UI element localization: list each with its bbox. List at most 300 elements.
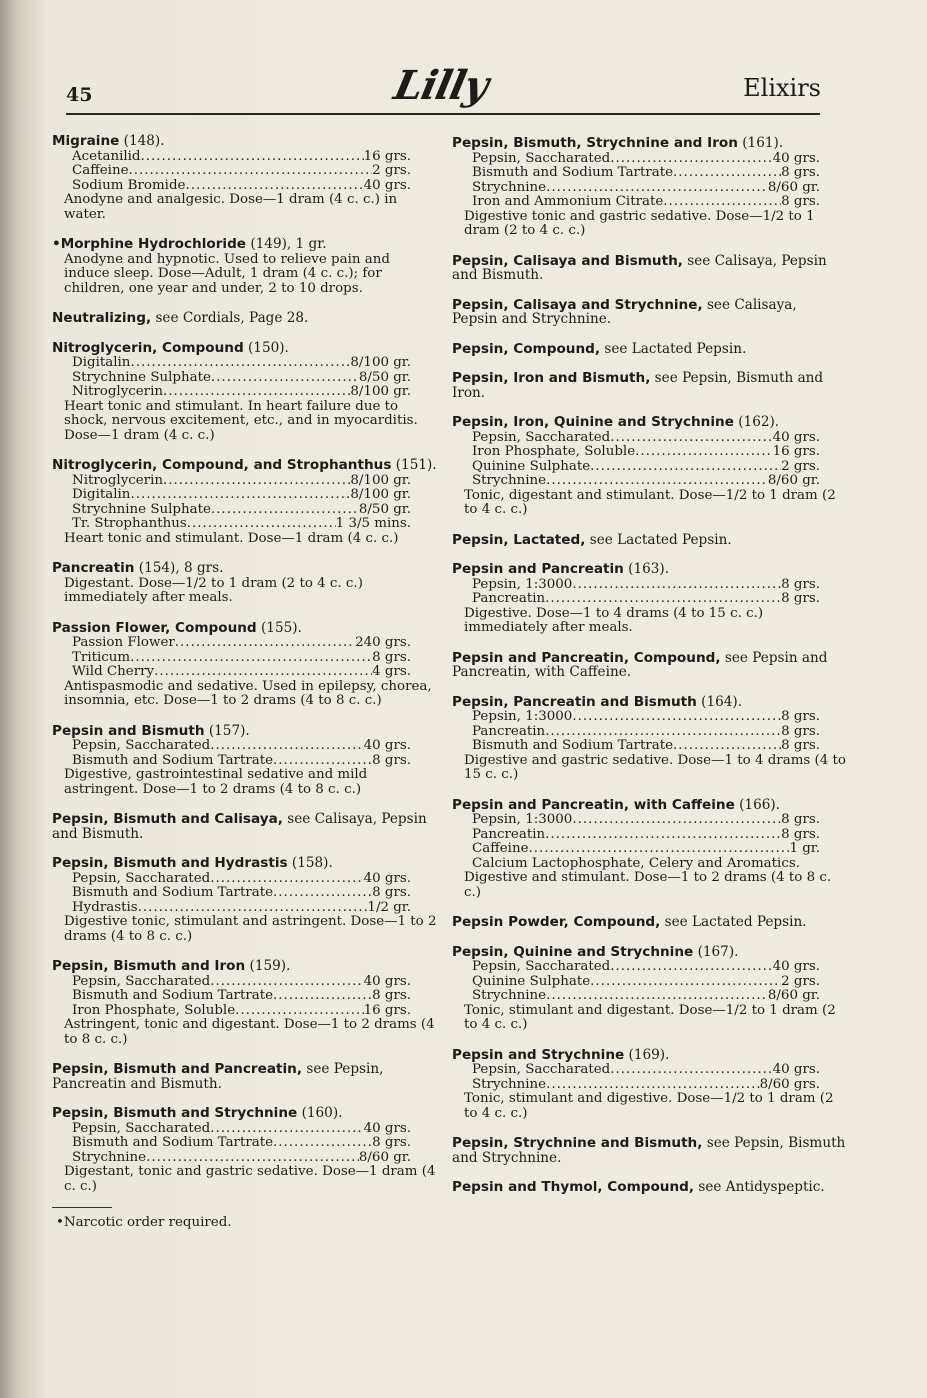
entry-reference: (149), 1 gr. [246, 236, 327, 252]
usage-note: Digestive and stimulant. Dose—1 to 2 drams (4 to 8 c. c.) [464, 870, 832, 900]
entry-reference: (159). [245, 958, 291, 974]
lilly-logo: Lilly [390, 62, 492, 109]
leader-dots [210, 739, 363, 754]
ingredient-row [452, 578, 846, 593]
ingredient-name: Strychnine [472, 988, 547, 1003]
ingredient-dose: 8/60 gr. [767, 179, 820, 195]
ingredient-name: Iron Phosphate, Soluble [472, 444, 636, 459]
formula-entry [452, 342, 846, 357]
ingredient-name: Strychnine [472, 179, 547, 195]
ingredient-row [452, 739, 846, 754]
leader-dots [187, 517, 336, 532]
entry-title [452, 651, 846, 680]
leader-dots [273, 989, 372, 1004]
ingredient-row [452, 166, 846, 181]
entry-reference: (150). [243, 339, 289, 356]
ingredient-extra: Calcium Lactophosphate, Celery and Aromatics. [472, 855, 800, 871]
entry-title [452, 415, 846, 430]
ingredient-name: Caffeine [72, 163, 129, 178]
entry-reference: see Antidyspeptic. [694, 1179, 825, 1195]
ingredient-dose: 8 grs. [781, 591, 820, 606]
formula-entry [452, 533, 846, 548]
ingredient-dose: 8 grs. [372, 988, 411, 1003]
ingredient-dose: 40 grs. [772, 150, 820, 166]
ingredient-row [52, 1136, 437, 1151]
leader-dots [546, 181, 768, 196]
leader-dots [273, 1136, 372, 1151]
ingredient-dose: 1/2 gr. [367, 899, 411, 915]
entry-title [52, 959, 437, 974]
leader-dots [529, 842, 790, 857]
entry-title [52, 458, 437, 473]
usage-note: Anodyne and hypnotic. Used to relieve pain and induce sleep. Dose—Adult, 1 dram (4 c. c.); for children, one year and under, 2 to 10 drops. [64, 251, 390, 296]
ingredient-row [452, 828, 846, 843]
entry-title [452, 695, 846, 710]
ingredient-dose: 8 grs. [781, 709, 820, 724]
ingredient-name: Pepsin, Saccharated [472, 1062, 611, 1077]
entry-title [452, 915, 846, 930]
ingredient-name: Passion Flower [72, 635, 175, 650]
ingredient-row [452, 474, 846, 489]
ingredient-name: Pepsin, 1:3000 [472, 576, 573, 592]
entry-reference: (164). [696, 693, 743, 710]
entry-name: Pepsin, Bismuth and Hydrastis [52, 855, 288, 871]
ingredient-name: Pancreatin [472, 826, 546, 842]
page-header [0, 60, 927, 120]
usage-note: Antispasmodic and sedative. Used in epilepsy, chorea, insomnia, etc. Dose—1 to 2 drams (4 to 8 c. c.) [64, 678, 432, 708]
entry-title [452, 342, 846, 357]
ingredient-name: Wild Cherry [72, 664, 155, 679]
ingredient-row [52, 517, 437, 532]
ingredient-row [452, 1063, 846, 1078]
entry-title [52, 1106, 437, 1121]
ingredient-row [52, 665, 437, 680]
usage-note: Tonic, stimulant and digestant. Dose—1/2 to 1 dram (2 to 4 c. c.) [464, 1002, 836, 1032]
entry-title [452, 945, 846, 960]
ingredient-name: Iron Phosphate, Soluble [72, 1002, 236, 1018]
usage-note: Digestant, tonic and gastric sedative. Dose—1 dram (4 c. c.) [64, 1164, 436, 1194]
ingredient-row [452, 460, 846, 475]
ingredient-name: Quinine Sulphate [472, 458, 591, 474]
ingredient-dose: 2 grs. [372, 163, 411, 178]
leader-dots [610, 431, 772, 446]
formula-entry [52, 621, 437, 709]
entry-reference: see Cordials, Page 28. [151, 310, 309, 326]
formula-entry [452, 254, 846, 283]
ingredient-name: Pepsin, Saccharated [472, 959, 611, 974]
ingredient-dose: 8 grs. [781, 738, 820, 753]
entry-name: Pepsin, Pancreatin and Bismuth [452, 693, 697, 710]
ingredient-dose: 40 grs. [772, 1062, 820, 1077]
ingredient-name: Tr. Strophanthus [72, 516, 187, 531]
formula-entry [452, 136, 846, 239]
usage-note: Digestive tonic and gastric sedative. Dose—1/2 to 1 dram (2 to 4 c. c.) [464, 208, 815, 238]
ingredient-name: Strychnine Sulphate [72, 369, 211, 385]
entry-title [452, 798, 846, 813]
ingredient-name: Strychnine [472, 473, 547, 488]
formula-entry [52, 561, 437, 606]
entry-name: Pepsin, Strychnine and Bismuth, [452, 1135, 703, 1151]
ingredient-dose: 40 grs. [363, 870, 411, 886]
formula-entry [52, 237, 437, 296]
ingredient-dose: 8 grs. [781, 826, 820, 842]
entry-title [52, 856, 437, 871]
ingredient-dose: 40 grs. [363, 973, 411, 989]
entry-name: Pepsin and Pancreatin, with Caffeine [452, 796, 735, 813]
entry-title [52, 237, 437, 252]
ingredient-row [52, 872, 437, 887]
ingredient-row [452, 989, 846, 1004]
ingredient-dose: 8 grs. [781, 194, 820, 209]
formula-entry [452, 1048, 846, 1122]
entry-name: Pepsin and Thymol, Compound, [452, 1179, 695, 1195]
ingredient-name: Quinine Sulphate [472, 973, 591, 989]
ingredient-dose: 8/60 grs. [759, 1076, 820, 1092]
entry-name: Pancreatin [52, 560, 135, 576]
formula-entry [452, 915, 846, 930]
entry-name: Pepsin, Compound, [452, 340, 601, 357]
leader-dots [138, 901, 368, 916]
ingredient-dose: 8/100 gr. [350, 384, 411, 399]
ingredient-row [452, 813, 846, 828]
ingredient-name: Pepsin, Saccharated [472, 429, 611, 445]
ingredient-dose: 2 grs. [781, 458, 820, 474]
ingredient-row [52, 371, 437, 386]
section-title: Elixirs [743, 74, 821, 102]
entry-name: Pepsin, Bismuth and Strychnine [52, 1105, 298, 1121]
formula-entry [52, 856, 437, 944]
usage-note: Digestive, gastrointestinal sedative and mild astringent. Dose—1 to 2 drams (4 to 8 c. c.) [64, 767, 368, 797]
entry-reference: (158). [287, 855, 333, 871]
ingredient-row [52, 975, 437, 990]
entry-title [452, 1048, 846, 1063]
formula-entry [52, 311, 437, 326]
leader-dots [572, 578, 781, 593]
entry-title [452, 1136, 846, 1165]
ingredient-row [52, 150, 437, 165]
entry-name: Passion Flower, Compound [52, 619, 257, 636]
usage-note: Digestant. Dose—1/2 to 1 dram (2 to 4 c. c.) immediately after meals. [64, 575, 363, 605]
ingredient-dose: 1 gr. [789, 841, 820, 856]
ingredient-row [452, 710, 846, 725]
ingredient-name: Bismuth and Sodium Tartrate [72, 1135, 274, 1150]
ingredient-dose: 40 grs. [363, 738, 411, 753]
entry-reference: see Calisaya, Pepsin and Bismuth. [52, 811, 427, 842]
entry-title [52, 134, 437, 149]
ingredient-dose: 8 grs. [372, 1135, 411, 1150]
leader-dots [572, 710, 781, 725]
ingredient-row [452, 431, 846, 446]
formula-entry [452, 798, 846, 901]
leader-dots [163, 385, 350, 400]
formula-entry [52, 458, 437, 546]
entry-name: Pepsin and Bismuth [52, 722, 205, 739]
ingredient-name: Strychnine [472, 1076, 547, 1092]
entry-reference: see Calisaya, Pepsin and Strychnine. [452, 296, 797, 327]
ingredient-row [452, 1078, 846, 1093]
entry-name: Pepsin, Bismuth, Strychnine and Iron [452, 135, 738, 151]
ingredient-dose: 16 grs. [772, 444, 820, 459]
entry-reference: see Pepsin and Pancreatin, with Caffeine. [452, 649, 828, 680]
ingredient-name: Bismuth and Sodium Tartrate [72, 885, 274, 900]
ingredient-name: Digitalin [72, 355, 131, 370]
ingredient-dose: 8 grs. [781, 165, 820, 180]
entry-title [452, 562, 846, 577]
ingredient-dose: 16 grs. [363, 148, 411, 164]
ingredient-dose: 40 grs. [772, 959, 820, 974]
usage-note: Digestive. Dose—1 to 4 drams (4 to 15 c. c.) immediately after meals. [464, 605, 764, 635]
leader-dots [163, 474, 350, 489]
ingredient-row [52, 1151, 437, 1166]
ingredient-name: Pepsin, Saccharated [72, 870, 211, 886]
entry-name: Pepsin and Pancreatin, Compound, [452, 649, 721, 666]
ingredient-row [52, 356, 437, 371]
entry-reference: (163). [623, 561, 670, 577]
ingredient-dose: 8/50 gr. [358, 369, 411, 385]
formula-entry [452, 1136, 846, 1165]
ingredient-dose: 240 grs. [355, 635, 411, 650]
entry-reference: see Lactated Pepsin. [585, 531, 732, 548]
entry-title [52, 1062, 437, 1091]
ingredient-row [452, 592, 846, 607]
footnote: •Narcotic order required. [56, 1215, 232, 1230]
ingredient-name: Pepsin, 1:3000 [472, 709, 573, 724]
entry-reference: see Lactated Pepsin. [660, 914, 807, 930]
usage-note: Digestive tonic, stimulant and astringent. Dose—1 to 2 drams (4 to 8 c. c.) [64, 914, 437, 944]
leader-dots [590, 460, 781, 475]
leader-dots [210, 872, 363, 887]
leader-dots [210, 1122, 363, 1137]
ingredient-row [52, 179, 437, 194]
leader-dots [185, 179, 363, 194]
leader-dots [673, 166, 781, 181]
ingredient-dose: 40 grs. [772, 429, 820, 445]
ingredient-name: Triticum [72, 649, 131, 665]
usage-note: Heart tonic and stimulant. Dose—1 dram (4 c. c.) [64, 530, 399, 546]
ingredient-name: Pepsin, Saccharated [72, 738, 211, 753]
ingredient-dose: 8/100 gr. [350, 472, 411, 488]
entry-reference: see Pepsin, Pancreatin and Bismuth. [52, 1061, 384, 1092]
leader-dots [273, 886, 372, 901]
ingredient-name: Sodium Bromide [72, 177, 186, 193]
entry-name: Pepsin, Lactated, [452, 531, 586, 548]
formula-entry [452, 371, 846, 400]
entry-title [452, 254, 846, 283]
entry-reference: (166). [734, 796, 780, 813]
usage-note: Tonic, digestant and stimulant. Dose—1/2 to 1 dram (2 to 4 c. c.) [464, 487, 836, 517]
formula-entry [452, 415, 846, 518]
entry-title [52, 621, 437, 636]
entry-reference: see Pepsin, Bismuth and Strychnine. [452, 1135, 846, 1166]
ingredient-dose: 8/50 gr. [358, 501, 411, 517]
ingredient-row [52, 385, 437, 400]
entry-name: Pepsin, Calisaya and Strychnine, [452, 296, 703, 313]
left-column [52, 134, 437, 1231]
formula-entry [452, 562, 846, 636]
ingredient-name: Pancreatin [472, 723, 546, 739]
formula-entry [452, 695, 846, 783]
formula-entry [52, 1106, 437, 1194]
usage-note: Tonic, stimulant and digestive. Dose—1/2 to 1 dram (2 to 4 c. c.) [464, 1091, 834, 1121]
leader-dots [673, 739, 781, 754]
ingredient-row [452, 445, 846, 460]
right-column [452, 136, 846, 1210]
ingredient-dose: 8/60 gr. [767, 988, 820, 1003]
entry-name: Nitroglycerin, Compound, and Strophanthus [52, 457, 392, 473]
ingredient-name: Pepsin, 1:3000 [472, 812, 573, 827]
ingredient-name: Strychnine Sulphate [72, 501, 211, 517]
leader-dots [211, 371, 359, 386]
ingredient-dose: 8 grs. [781, 576, 820, 592]
entry-name: Pepsin Powder, Compound, [452, 914, 661, 930]
formula-entry [52, 724, 437, 798]
formula-entry [452, 1180, 846, 1195]
ingredient-name: Digitalin [72, 487, 131, 502]
ingredient-row [52, 901, 437, 916]
entry-reference: (161). [737, 135, 784, 151]
ingredient-name: Caffeine [472, 841, 529, 856]
leader-dots [545, 725, 781, 740]
ingredient-dose: 8/60 gr. [358, 1149, 411, 1165]
ingredient-row [52, 488, 437, 503]
leader-dots [141, 150, 364, 165]
ingredient-row [52, 503, 437, 518]
entry-reference: (154), 8 grs. [134, 560, 224, 576]
usage-note: Digestive and gastric sedative. Dose—1 to 4 drams (4 to 15 c. c.) [464, 752, 846, 782]
page-number: 45 [66, 84, 93, 106]
ingredient-name: Pepsin, Saccharated [72, 1120, 211, 1136]
formula-entry [52, 1062, 437, 1091]
footnote-rule [52, 1207, 112, 1208]
usage-note: Astringent, tonic and digestant. Dose—1 to 2 drams (4 to 8 c. c.) [64, 1017, 435, 1047]
entry-name: Pepsin, Iron and Bismuth, [452, 370, 651, 386]
leader-dots [130, 356, 350, 371]
ingredient-dose: 8/100 gr. [350, 487, 411, 502]
ingredient-dose: 8 grs. [372, 885, 411, 900]
ingredient-row [52, 754, 437, 769]
ingredient-dose: 8/60 gr. [767, 473, 820, 488]
ingredient-dose: 4 grs. [372, 664, 411, 679]
entry-name: Pepsin, Bismuth and Pancreatin, [52, 1061, 303, 1077]
formula-entry [452, 945, 846, 1033]
ingredient-dose: 8 grs. [781, 812, 820, 827]
leader-dots [130, 651, 372, 666]
ingredient-dose: 16 grs. [363, 1002, 411, 1018]
usage-note: Heart tonic and stimulant. In heart failure due to shock, nervous excitement, etc., and in myocarditis. Dose—1 dram (4 c. c.) [64, 398, 418, 443]
leader-dots [146, 1151, 359, 1166]
entry-reference: (160). [297, 1105, 343, 1121]
entry-reference: (155). [256, 619, 302, 636]
leader-dots [235, 1004, 363, 1019]
ingredient-dose: 1 3/5 mins. [335, 516, 411, 531]
entry-reference: (148). [119, 133, 165, 149]
entry-title [452, 533, 846, 548]
ingredient-dose: 40 grs. [363, 1120, 411, 1136]
entry-name: Pepsin, Calisaya and Bismuth, [452, 252, 683, 269]
ingredient-name: Pancreatin [472, 591, 546, 606]
ingredient-row [52, 1122, 437, 1137]
entry-title [52, 561, 437, 576]
formula-entry [452, 298, 846, 327]
ingredient-row [452, 725, 846, 740]
entry-reference: (157). [204, 722, 250, 739]
entry-title [452, 371, 846, 400]
formula-entry [52, 341, 437, 444]
leader-dots [210, 975, 363, 990]
ingredient-row [52, 651, 437, 666]
leader-dots [610, 1063, 772, 1078]
ingredient-row [52, 886, 437, 901]
entry-title [452, 136, 846, 151]
entry-name: Pepsin, Bismuth and Iron [52, 958, 246, 974]
leader-dots [129, 164, 373, 179]
ingredient-row [52, 164, 437, 179]
entry-name: Nitroglycerin, Compound [52, 339, 244, 356]
ingredient-row [452, 842, 846, 857]
ingredient-dose: 8/100 gr. [350, 355, 411, 370]
leader-dots [572, 813, 781, 828]
entry-name: Pepsin and Pancreatin [452, 561, 624, 577]
leader-dots [546, 989, 768, 1004]
leader-dots [175, 636, 355, 651]
entry-title [52, 812, 437, 841]
ingredient-name: Pepsin, Saccharated [472, 150, 611, 166]
ingredient-row [452, 195, 846, 210]
entry-name: •Morphine Hydrochloride [52, 236, 247, 252]
ingredient-name: Bismuth and Sodium Tartrate [72, 988, 274, 1003]
entry-title [452, 298, 846, 327]
header-rule [66, 113, 820, 115]
entry-name: Pepsin, Bismuth and Calisaya, [52, 811, 283, 827]
ingredient-name: Bismuth and Sodium Tartrate [472, 738, 674, 753]
formula-entry [452, 651, 846, 680]
leader-dots [211, 503, 359, 518]
ingredient-name: Hydrastis [72, 899, 138, 915]
ingredient-row [452, 181, 846, 196]
formula-entry [52, 812, 437, 841]
entry-reference: see Lactated Pepsin. [600, 340, 747, 357]
entry-reference: (151). [391, 457, 437, 473]
ingredient-row [52, 739, 437, 754]
entry-name: Pepsin, Iron, Quinine and Strychnine [452, 414, 734, 430]
leader-dots [546, 1078, 759, 1093]
leader-dots [610, 960, 772, 975]
ingredient-dose: 8 grs. [781, 723, 820, 739]
ingredient-row [452, 960, 846, 975]
ingredient-name: Nitroglycerin [72, 472, 163, 488]
ingredient-dose: 8 grs. [372, 752, 411, 768]
entry-name: Pepsin and Strychnine [452, 1046, 625, 1063]
ingredient-row [452, 152, 846, 167]
leader-dots [545, 828, 781, 843]
ingredient-name: Pepsin, Saccharated [72, 973, 211, 989]
ingredient-row [52, 636, 437, 651]
entry-title [452, 1180, 846, 1195]
ingredient-name: Iron and Ammonium Citrate [472, 194, 664, 209]
entry-reference: see Calisaya, Pepsin and Bismuth. [452, 252, 827, 283]
ingredient-dose: 2 grs. [781, 973, 820, 989]
entry-title [52, 341, 437, 356]
entry-reference: (169). [624, 1046, 670, 1063]
formula-entry [52, 959, 437, 1047]
ingredient-name: Bismuth and Sodium Tartrate [472, 165, 674, 180]
ingredient-name: Strychnine [72, 1149, 147, 1165]
ingredient-name: Acetanilid [72, 148, 141, 164]
formula-entry [52, 134, 437, 222]
ingredient-name: Nitroglycerin [72, 384, 163, 399]
leader-dots [590, 975, 781, 990]
leader-dots [663, 195, 781, 210]
